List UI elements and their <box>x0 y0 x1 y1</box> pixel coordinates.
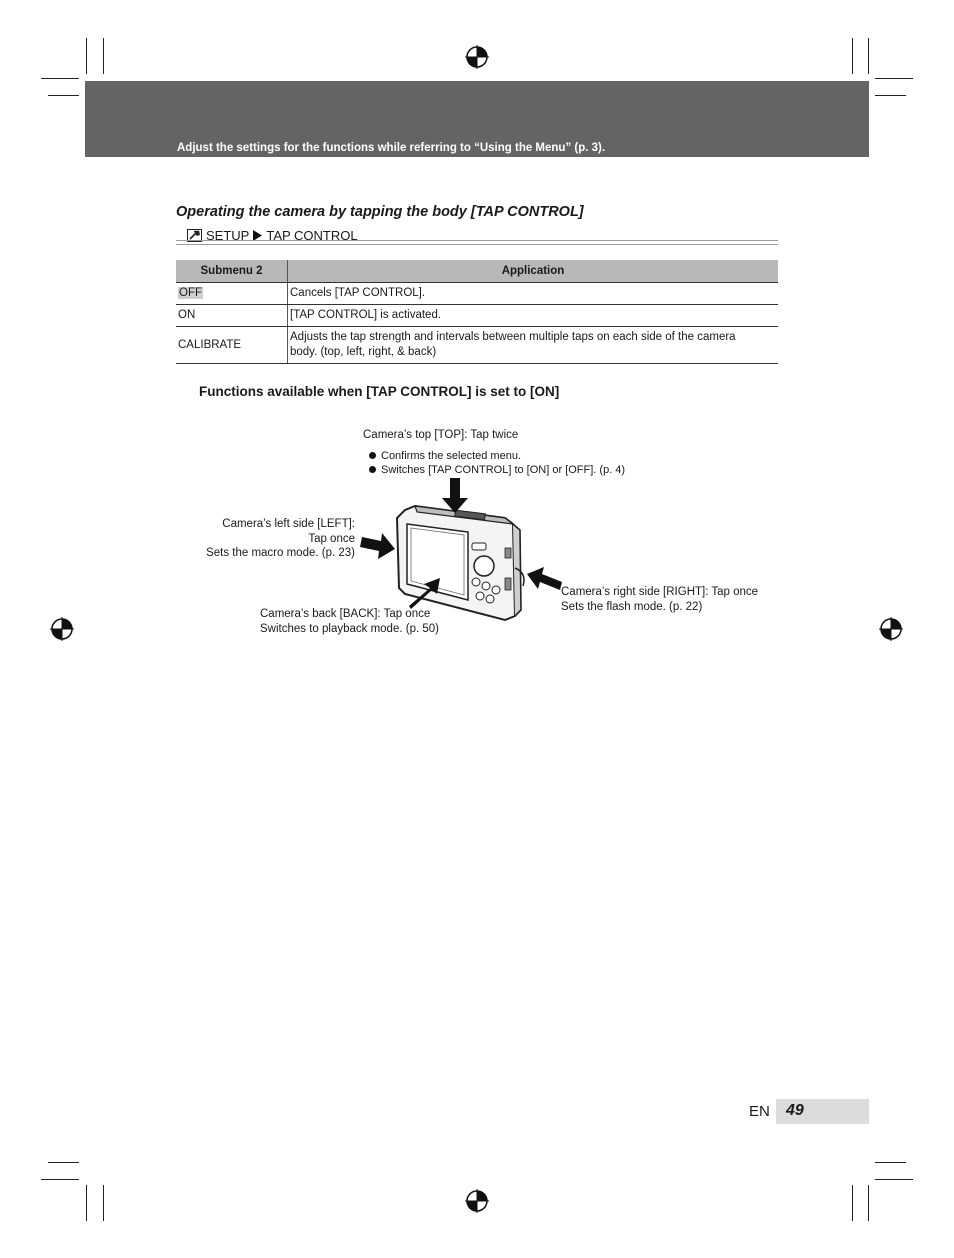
crop-mark <box>86 1185 87 1221</box>
submenu-table <box>176 260 778 364</box>
crop-mark <box>868 38 869 74</box>
crop-mark <box>875 95 906 96</box>
crop-mark <box>875 1162 906 1163</box>
arrow-left-side-icon <box>360 533 395 559</box>
right-line1: Camera’s right side [RIGHT]: Tap once <box>561 586 759 598</box>
left-line3: Sets the macro mode. (p. 23) <box>206 547 355 559</box>
application-cell <box>288 327 779 364</box>
right-line2: Sets the flash mode. (p. 22) <box>561 601 703 613</box>
bullet-dot <box>369 466 376 473</box>
section-title: Operating the camera by tapping the body [TAP CONTROL] <box>176 204 584 220</box>
top-bullet: Switches [TAP CONTROL] to [ON] or [OFF]. (p. 4) <box>369 463 625 477</box>
top-tap-label: Camera’s top [TOP]: Tap twice <box>363 429 519 441</box>
submenu-cell <box>176 283 288 305</box>
left-line1: Camera’s left side [LEFT]: <box>222 518 355 530</box>
registration-target-icon <box>879 617 903 641</box>
crop-mark <box>41 78 79 79</box>
top-bullet: Confirms the selected menu. <box>369 449 521 463</box>
crop-mark <box>48 95 79 96</box>
crop-mark <box>48 1162 79 1163</box>
submenu-off-default: OFF <box>179 287 202 299</box>
submenu-cell: ON <box>176 305 288 327</box>
application-cell: Cancels [TAP CONTROL]. <box>288 283 779 305</box>
menu-path-rule <box>176 240 778 245</box>
submenu-cell: CALIBRATE <box>176 327 288 364</box>
table-row <box>176 305 778 327</box>
crop-mark <box>852 38 853 74</box>
application-line: body. (top, left, right, & back) <box>290 346 437 358</box>
bullet-dot <box>369 452 376 459</box>
left-tap-label <box>206 517 355 561</box>
back-line1: Camera’s back [BACK]: Tap once <box>260 608 431 620</box>
column-header-submenu: Submenu 2 <box>176 260 288 283</box>
table-row <box>176 327 778 364</box>
menu-path-setup: SETUP <box>206 228 250 243</box>
crop-mark <box>852 1185 853 1221</box>
table-header-row <box>176 260 778 283</box>
functions-title: Functions available when [TAP CONTROL] is set to [ON] <box>199 384 560 399</box>
registration-target-icon <box>465 45 489 69</box>
column-header-application: Application <box>288 260 779 283</box>
left-line2: Tap once <box>308 532 355 545</box>
registration-target-icon <box>465 1189 489 1213</box>
application-cell: [TAP CONTROL] is activated. <box>288 305 779 327</box>
back-line2: Switches to playback mode. (p. 50) <box>260 623 439 635</box>
crop-mark <box>103 38 104 74</box>
menu-path-item: TAP CONTROL <box>266 228 358 243</box>
header-instruction: Adjust the settings for the functions while referring to “Using the Menu” (p. 3). <box>177 142 606 154</box>
crop-mark <box>875 1179 913 1180</box>
arrow-top-icon <box>442 478 468 513</box>
right-tap-label <box>561 585 758 615</box>
registration-target-icon <box>50 617 74 641</box>
crop-mark <box>41 1179 79 1180</box>
crop-mark <box>875 78 913 79</box>
crop-mark <box>103 1185 104 1221</box>
camera-illustration <box>355 478 565 623</box>
crop-mark <box>868 1185 869 1221</box>
table-row <box>176 283 778 305</box>
application-line: Adjusts the tap strength and intervals between multiple taps on each side of the camera <box>290 331 736 343</box>
arrow-right-side-icon <box>527 567 562 590</box>
crop-mark <box>86 38 87 74</box>
language-code: EN <box>749 1103 770 1120</box>
page-number: 49 <box>786 1102 804 1119</box>
